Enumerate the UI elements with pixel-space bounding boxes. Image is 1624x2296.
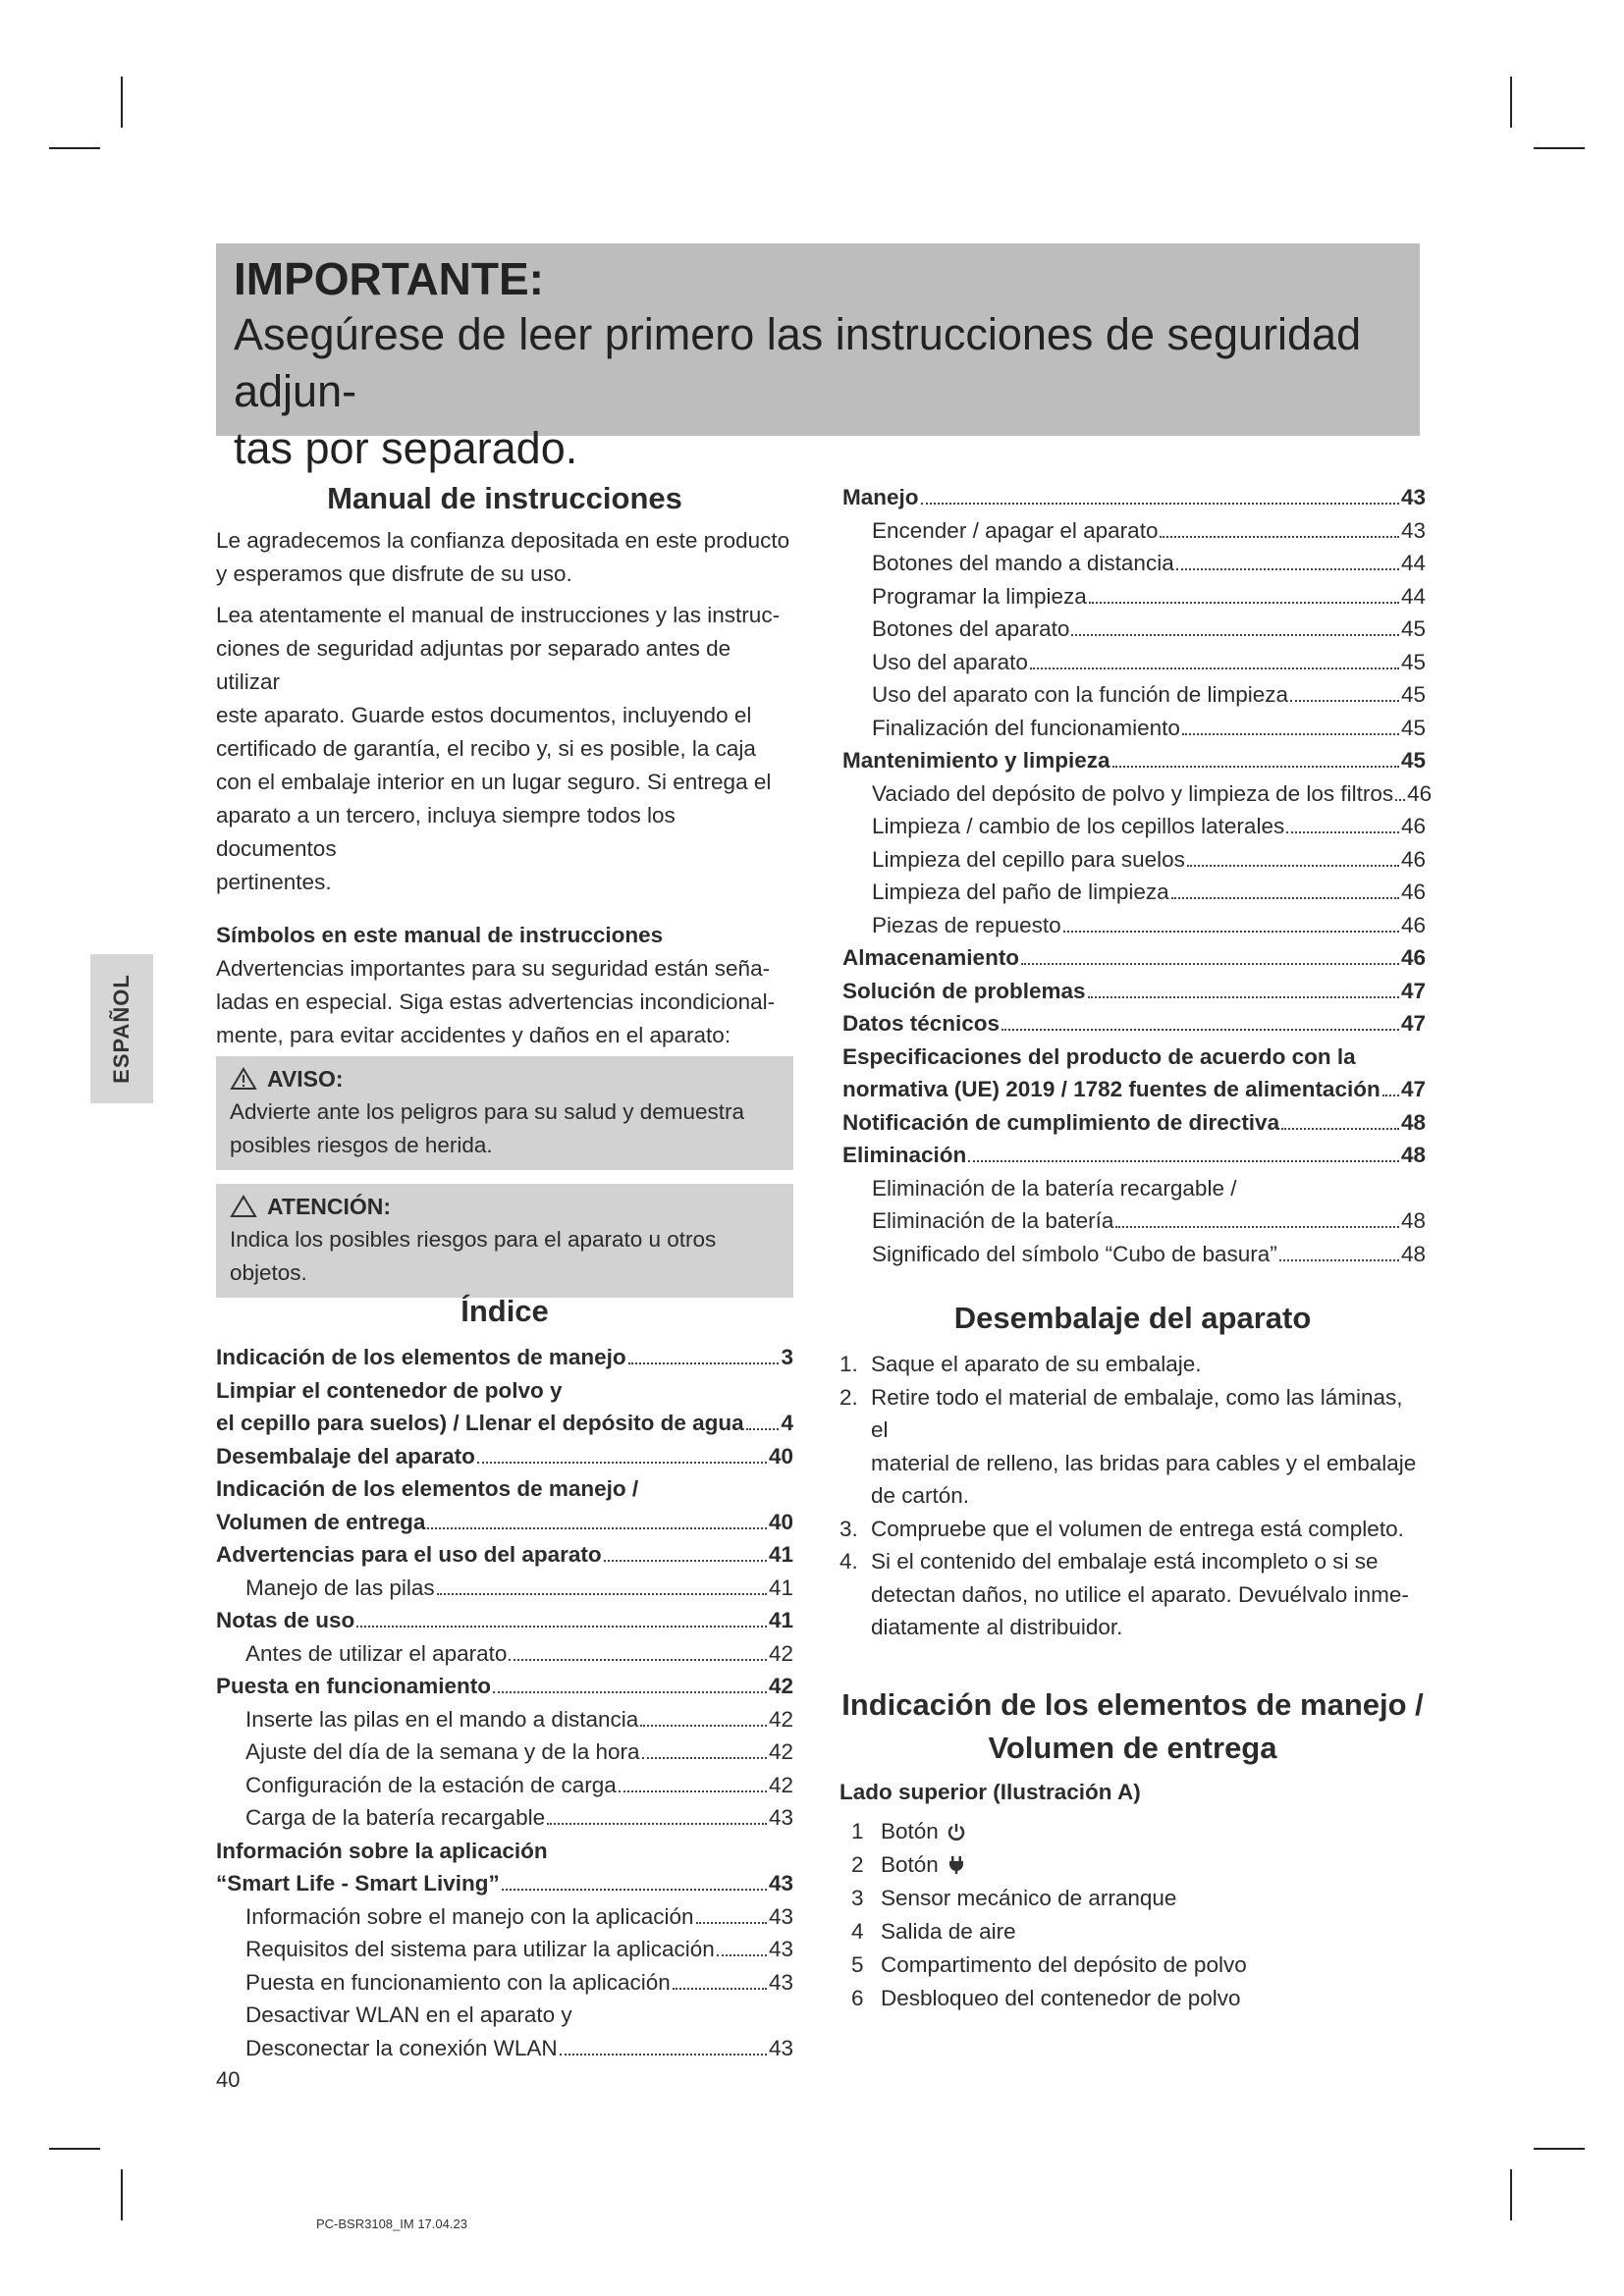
toc-entry xyxy=(842,1172,1426,1205)
toc-leader-dots xyxy=(1071,634,1399,636)
toc-entry xyxy=(216,1966,793,2000)
text-line: ciones de seguridad adjuntas por separado antes de utilizar xyxy=(216,636,731,694)
controls-heading-2: Volumen de entrega xyxy=(988,1730,1277,1765)
step-text xyxy=(871,1381,1426,1513)
toc-entry-label: Volumen de entrega xyxy=(216,1509,426,1534)
toc-entry xyxy=(842,876,1426,909)
crop-mark xyxy=(1534,147,1585,149)
banner-title: IMPORTANTE: xyxy=(234,253,545,304)
toc-entry xyxy=(842,646,1426,679)
step-number: 4. xyxy=(839,1549,858,1574)
toc-entry xyxy=(842,941,1426,975)
unpacking-step xyxy=(839,1348,1426,1381)
text-line: Indica los posibles riesgos para el aparato u otros xyxy=(230,1227,717,1252)
toc-entry-label: normativa (UE) 2019 / 1782 fuentes de alimentación xyxy=(842,1077,1380,1101)
toc-entry-page: 41 xyxy=(768,1608,793,1632)
toc-entry-page: 48 xyxy=(1400,1143,1426,1167)
toc-entry-label: Datos técnicos xyxy=(842,1011,1001,1036)
toc-entry xyxy=(216,1670,793,1703)
toc-entry-label: Indicación de los elementos de manejo xyxy=(216,1345,626,1369)
crop-mark xyxy=(1510,2169,1512,2220)
warning-triangle-icon xyxy=(230,1067,257,1091)
toc-entry-page: 43 xyxy=(768,1903,793,1929)
toc-entry-label: Mantenimiento y limpieza xyxy=(842,748,1110,773)
toc-entry-page: 41 xyxy=(768,1575,793,1600)
part-item xyxy=(851,1848,1426,1882)
manual-heading: Manual de instrucciones xyxy=(327,481,682,515)
part-label: Desbloqueo del contenedor de polvo xyxy=(881,1985,1241,2010)
part-number: 3 xyxy=(851,1885,864,1910)
toc-entry xyxy=(842,712,1426,745)
toc-entry-label: Limpieza del paño de limpieza xyxy=(872,880,1169,904)
controls-heading-1: Indicación de los elementos de manejo / xyxy=(841,1686,1424,1722)
text-line: Le agradecemos la confianza depositada en este producto xyxy=(216,528,790,553)
toc-entry-label: Eliminación xyxy=(842,1143,967,1167)
text-line: objetos. xyxy=(230,1260,307,1285)
toc-entry-page: 45 xyxy=(1400,748,1426,773)
text-line: Compruebe que el volumen de entrega está completo. xyxy=(871,1516,1404,1541)
part-item xyxy=(851,1915,1426,1949)
toc-entry xyxy=(842,1238,1426,1271)
power-icon xyxy=(947,1822,966,1842)
toc-entry-page: 43 xyxy=(1400,485,1426,509)
text-line: Retire todo el material de embalaje, como las láminas, el xyxy=(871,1384,1403,1442)
toc-leader-dots xyxy=(619,1790,767,1792)
toc-leader-dots xyxy=(1176,568,1399,570)
toc-entry-page: 46 xyxy=(1400,814,1426,838)
toc-entry-label: Botones del mando a distancia xyxy=(872,551,1174,575)
toc-entry-page: 48 xyxy=(1400,1109,1426,1135)
text-line: con el embalaje interior en un lugar seguro. Si entrega el xyxy=(216,770,772,794)
toc-entry-label: Eliminación de la batería xyxy=(872,1208,1114,1233)
text-line: Lea atentamente el manual de instrucciones y las instruc- xyxy=(216,603,781,627)
toc-entry-page: 45 xyxy=(1400,616,1426,641)
toc-entry-page: 48 xyxy=(1400,1241,1426,1266)
index-continued xyxy=(842,481,1433,1270)
toc-entry xyxy=(842,1106,1426,1140)
toc-entry-label: Puesta en funcionamiento con la aplicación xyxy=(245,1969,671,1995)
toc-entry-label: Puesta en funcionamiento xyxy=(216,1674,492,1698)
toc-entry xyxy=(216,1572,793,1605)
toc-leader-dots xyxy=(642,1757,767,1759)
part-number: 5 xyxy=(851,1951,864,1977)
toc-entry xyxy=(216,1538,793,1572)
banner-line-1: Asegúrese de leer primero las instrucciones de seguridad adjun- xyxy=(234,309,1362,416)
toc-entry xyxy=(842,678,1426,712)
toc-entry xyxy=(216,1735,793,1769)
toc-leader-dots xyxy=(604,1560,767,1562)
toc-entry-page: 45 xyxy=(1400,715,1426,740)
toc-leader-dots xyxy=(673,1988,767,1990)
toc-entry xyxy=(216,1472,793,1506)
step-text xyxy=(871,1513,1426,1546)
toc-entry-page: 40 xyxy=(768,1509,793,1534)
toc-entry-label: Notificación de cumplimiento de directiva xyxy=(842,1109,1280,1135)
aviso-label: AVISO: xyxy=(267,1066,344,1092)
text-line: certificado de garantía, el recibo y, si es posible, la caja xyxy=(216,736,756,761)
toc-leader-dots xyxy=(1395,799,1405,801)
toc-leader-dots xyxy=(921,503,1399,505)
toc-leader-dots xyxy=(547,1823,767,1825)
text-line: Si el contenido del embalaje está incompleto o si se xyxy=(871,1549,1379,1574)
unpacking-heading: Desembalaje del aparato xyxy=(953,1301,1312,1335)
toc-entry-page: 41 xyxy=(768,1542,793,1567)
toc-entry-page: 43 xyxy=(768,2035,793,2060)
toc-entry-page: 46 xyxy=(1400,880,1426,904)
toc-leader-dots xyxy=(1187,865,1399,867)
aviso-text xyxy=(230,1095,780,1162)
toc-entry xyxy=(216,1407,793,1440)
toc-entry-page: 43 xyxy=(768,1937,793,1961)
part-item xyxy=(851,1949,1426,1982)
toc-leader-dots xyxy=(628,1362,780,1364)
toc-entry-page: 42 xyxy=(768,1706,793,1732)
toc-entry xyxy=(842,744,1426,777)
crop-mark xyxy=(1534,2148,1585,2150)
toc-entry xyxy=(842,547,1426,580)
aviso-box xyxy=(216,1056,793,1170)
toc-entry-label: Antes de utilizar el aparato xyxy=(245,1640,508,1666)
toc-entry-page: 42 xyxy=(768,1772,793,1797)
toc-leader-dots xyxy=(640,1725,767,1727)
toc-entry-page: 47 xyxy=(1400,978,1426,1003)
toc-entry-page: 44 xyxy=(1400,551,1426,575)
toc-leader-dots xyxy=(746,1428,780,1430)
toc-leader-dots xyxy=(560,2054,767,2056)
toc-entry-label: Especificaciones del producto de acuerdo con la xyxy=(842,1043,1356,1069)
toc-leader-dots xyxy=(1382,1095,1399,1096)
step-text xyxy=(871,1348,1426,1381)
text-line: aparato a un tercero, incluya siempre todos los documentos xyxy=(216,803,676,861)
text-line: material de relleno, las bridas para cables y el embalaje xyxy=(871,1450,1417,1475)
step-number: 2. xyxy=(839,1384,858,1410)
part-number: 6 xyxy=(851,1985,864,2010)
toc-leader-dots xyxy=(477,1462,767,1464)
toc-entry-label: el cepillo para suelos) / Llenar el depósito de agua xyxy=(216,1411,744,1435)
part-label: Sensor mecánico de arranque xyxy=(881,1885,1177,1910)
manual-para-2 xyxy=(216,599,793,899)
toc-entry xyxy=(216,1867,793,1900)
toc-leader-dots xyxy=(717,1954,767,1956)
text-line: diatamente al distribuidor. xyxy=(871,1615,1123,1639)
toc-entry-page: 43 xyxy=(768,1805,793,1830)
toc-entry xyxy=(842,777,1433,811)
toc-entry-label: Limpieza del cepillo para suelos xyxy=(872,846,1185,872)
toc-leader-dots xyxy=(696,1922,767,1924)
atencion-head xyxy=(230,1190,780,1223)
toc-entry-page: 42 xyxy=(768,1739,793,1764)
toc-leader-dots xyxy=(1182,733,1399,735)
toc-entry xyxy=(216,1801,793,1835)
toc-entry-label: Indicación de los elementos de manejo / xyxy=(216,1476,639,1501)
toc-entry xyxy=(216,1999,793,2032)
aviso-head xyxy=(230,1062,780,1095)
toc-entry-label: Vaciado del depósito de polvo y limpieza de los filtros xyxy=(872,780,1394,806)
toc-entry xyxy=(842,1204,1426,1238)
toc-entry xyxy=(216,1900,793,1934)
toc-entry-page: 46 xyxy=(1400,846,1426,872)
toc-entry-label: Ajuste del día de la semana y de la hora xyxy=(245,1739,640,1764)
toc-leader-dots xyxy=(1021,963,1399,965)
toc-entry-label: Información sobre el manejo con la aplicación xyxy=(245,1903,694,1929)
toc-leader-dots xyxy=(1115,1226,1399,1228)
part-number: 2 xyxy=(851,1851,864,1877)
toc-entry-page: 43 xyxy=(768,1871,793,1896)
toc-leader-dots xyxy=(1281,1128,1399,1130)
text-line: Advierte ante los peligros para su salud y demuestra xyxy=(230,1099,745,1124)
toc-entry-page: 43 xyxy=(1400,517,1426,543)
crop-mark xyxy=(49,147,100,149)
toc-entry xyxy=(842,1073,1426,1106)
index-heading: Índice xyxy=(460,1294,549,1328)
toc-leader-dots xyxy=(1030,667,1399,669)
footer-code: PC-BSR3108_IM 17.04.23 xyxy=(316,2216,467,2231)
toc-leader-dots xyxy=(968,1160,1399,1162)
toc-leader-dots xyxy=(1112,766,1399,768)
atencion-label: ATENCIÓN: xyxy=(267,1194,392,1219)
toc-entry-label: Información sobre la aplicación xyxy=(216,1838,548,1863)
toc-entry-label: Configuración de la estación de carga xyxy=(245,1772,617,1797)
toc-entry-page: 43 xyxy=(768,1969,793,1995)
toc-entry-page: 46 xyxy=(1400,912,1426,937)
symbols-heading: Símbolos en este manual de instrucciones xyxy=(216,923,664,947)
toc-right-list xyxy=(842,481,1433,1270)
toc-entry xyxy=(216,1769,793,1802)
text-line: pertinentes. xyxy=(216,870,332,894)
toc-leader-dots xyxy=(437,1593,767,1595)
unpacking-step xyxy=(839,1513,1426,1546)
text-line: posibles riesgos de herida. xyxy=(230,1133,493,1157)
toc-entry-label: Notas de uso xyxy=(216,1608,355,1632)
index-section xyxy=(216,1294,793,2064)
toc-entry-label: Carga de la batería recargable xyxy=(245,1805,546,1830)
toc-leader-dots xyxy=(1171,897,1399,899)
toc-entry-page: 45 xyxy=(1400,682,1426,707)
toc-entry-label: Inserte las pilas en el mando a distancia xyxy=(245,1706,639,1732)
toc-entry xyxy=(216,1604,793,1637)
part-label: Salida de aire xyxy=(881,1918,1016,1944)
toc-entry-page: 40 xyxy=(768,1443,793,1468)
text-line: este aparato. Guarde estos documentos, incluyendo el xyxy=(216,703,752,727)
part-label: Botón xyxy=(881,1851,939,1877)
language-tab xyxy=(90,954,153,1103)
part-item xyxy=(851,1815,1426,1848)
toc-entry xyxy=(216,1374,793,1408)
toc-entry xyxy=(216,1506,793,1539)
unpacking-step xyxy=(839,1381,1426,1513)
toc-entry-page: 46 xyxy=(1400,945,1426,970)
toc-entry xyxy=(842,909,1426,942)
toc-leader-dots xyxy=(1279,1259,1399,1261)
toc-entry-label: Uso del aparato con la función de limpieza xyxy=(872,682,1289,707)
banner-line-2: tas por separado. xyxy=(234,423,578,473)
toc-entry xyxy=(842,975,1426,1008)
toc-entry xyxy=(842,1041,1426,1074)
part-label: Compartimento del depósito de polvo xyxy=(881,1951,1247,1977)
parts-list xyxy=(839,1815,1426,2015)
toc-entry-label: Significado del símbolo “Cubo de basura” xyxy=(872,1241,1277,1266)
part-item xyxy=(851,1882,1426,1915)
atencion-text xyxy=(230,1223,780,1290)
part-number: 4 xyxy=(851,1918,864,1944)
toc-leader-dots xyxy=(1290,700,1399,702)
important-banner xyxy=(216,243,1420,473)
manual-para-1 xyxy=(216,524,793,591)
toc-entry-label: Requisitos del sistema para utilizar la aplicación xyxy=(245,1937,715,1961)
toc-leader-dots xyxy=(1063,931,1399,933)
part-number: 1 xyxy=(851,1818,864,1843)
toc-entry-label: Piezas de repuesto xyxy=(872,912,1061,937)
part-item xyxy=(851,1982,1426,2015)
toc-entry xyxy=(842,514,1426,548)
toc-entry-page: 3 xyxy=(781,1345,793,1369)
toc-entry-label: Desembalaje del aparato xyxy=(216,1443,475,1468)
manual-section xyxy=(216,481,793,1298)
toc-leader-dots xyxy=(1001,1029,1399,1031)
toc-entry-page: 42 xyxy=(768,1674,793,1698)
toc-entry-label: Limpieza / cambio de los cepillos laterales xyxy=(872,814,1285,838)
toc-entry-page: 47 xyxy=(1400,1077,1426,1101)
toc-leader-dots xyxy=(1088,996,1399,998)
toc-entry-page: 44 xyxy=(1400,583,1426,609)
toc-entry-label: Manejo xyxy=(842,485,919,509)
toc-leader-dots xyxy=(1160,536,1399,538)
toc-entry-page: 46 xyxy=(1407,780,1433,806)
unpacking-step xyxy=(839,1545,1426,1644)
toc-entry xyxy=(216,1835,793,1868)
toc-entry xyxy=(216,1933,793,1966)
toc-entry xyxy=(216,1703,793,1736)
text-line: ladas en especial. Siga estas advertencias incondicional- xyxy=(216,989,776,1014)
toc-entry xyxy=(842,1139,1426,1172)
toc-entry xyxy=(842,1007,1426,1041)
crop-mark xyxy=(1510,77,1512,128)
toc-entry-label: Finalización del funcionamiento xyxy=(872,715,1180,740)
text-line: Saque el aparato de su embalaje. xyxy=(871,1352,1202,1376)
toc-entry-page: 45 xyxy=(1400,649,1426,674)
toc-entry xyxy=(216,1341,793,1374)
toc-entry xyxy=(842,843,1426,877)
toc-entry-label: Desactivar WLAN en el aparato y xyxy=(245,2002,572,2027)
page-number: 40 xyxy=(216,2067,241,2092)
unpacking-and-controls xyxy=(839,1301,1426,2015)
toc-leader-dots xyxy=(502,1889,767,1891)
toc-entry-page: 47 xyxy=(1400,1011,1426,1036)
toc-entry xyxy=(216,2032,793,2065)
unpacking-steps xyxy=(839,1348,1426,1644)
toc-leader-dots xyxy=(493,1691,767,1693)
crop-mark xyxy=(121,2169,123,2220)
toc-entry-label: Eliminación de la batería recargable / xyxy=(872,1175,1237,1201)
toc-entry-page: 4 xyxy=(781,1411,793,1435)
dock-plug-icon xyxy=(947,1855,966,1875)
toc-entry xyxy=(842,810,1426,843)
toc-entry-label: Almacenamiento xyxy=(842,945,1020,970)
crop-mark xyxy=(49,2148,100,2150)
toc-leader-dots xyxy=(427,1527,767,1529)
caution-triangle-icon xyxy=(230,1195,257,1218)
symbols-text xyxy=(216,952,793,1052)
toc-leader-dots xyxy=(356,1626,767,1628)
toc-entry-label: Manejo de las pilas xyxy=(245,1575,435,1600)
toc-entry-label: Solución de problemas xyxy=(842,978,1086,1003)
toc-entry-label: Uso del aparato xyxy=(872,649,1028,674)
atencion-box xyxy=(216,1184,793,1298)
toc-entry-label: Limpiar el contenedor de polvo y xyxy=(216,1377,563,1403)
step-text xyxy=(871,1545,1426,1644)
toc-leader-dots xyxy=(1286,831,1399,833)
toc-entry-label: Botones del aparato xyxy=(872,616,1070,641)
toc-entry-page: 48 xyxy=(1400,1208,1426,1233)
toc-entry xyxy=(216,1637,793,1671)
toc-left-list xyxy=(216,1341,793,2064)
text-line: Advertencias importantes para su seguridad están seña- xyxy=(216,956,771,981)
toc-entry xyxy=(842,481,1426,514)
toc-entry-page: 42 xyxy=(768,1640,793,1666)
text-line: de cartón. xyxy=(871,1483,970,1508)
part-label: Botón xyxy=(881,1818,939,1843)
toc-entry xyxy=(216,1440,793,1473)
toc-entry-label: “Smart Life - Smart Living” xyxy=(216,1871,500,1896)
controls-subheading: Lado superior (Ilustración A) xyxy=(839,1779,1141,1804)
text-line: y esperamos que disfrute de su uso. xyxy=(216,561,572,586)
toc-leader-dots xyxy=(509,1659,767,1661)
step-number: 3. xyxy=(839,1516,858,1541)
toc-entry-label: Programar la limpieza xyxy=(872,583,1087,609)
text-line: detectan daños, no utilice el aparato. Devuélvalo inme- xyxy=(871,1581,1409,1607)
toc-entry-label: Desconectar la conexión WLAN xyxy=(245,2035,558,2060)
toc-entry xyxy=(842,613,1426,646)
toc-entry xyxy=(842,580,1426,614)
toc-leader-dots xyxy=(1089,602,1399,604)
text-line: mente, para evitar accidentes y daños en el aparato: xyxy=(216,1023,731,1047)
step-number: 1. xyxy=(839,1352,858,1376)
crop-mark xyxy=(121,77,123,128)
language-tab-label: ESPAÑOL xyxy=(109,974,134,1084)
toc-entry-label: Advertencias para el uso del aparato xyxy=(216,1542,602,1567)
toc-entry-label: Encender / apagar el aparato xyxy=(872,517,1159,543)
